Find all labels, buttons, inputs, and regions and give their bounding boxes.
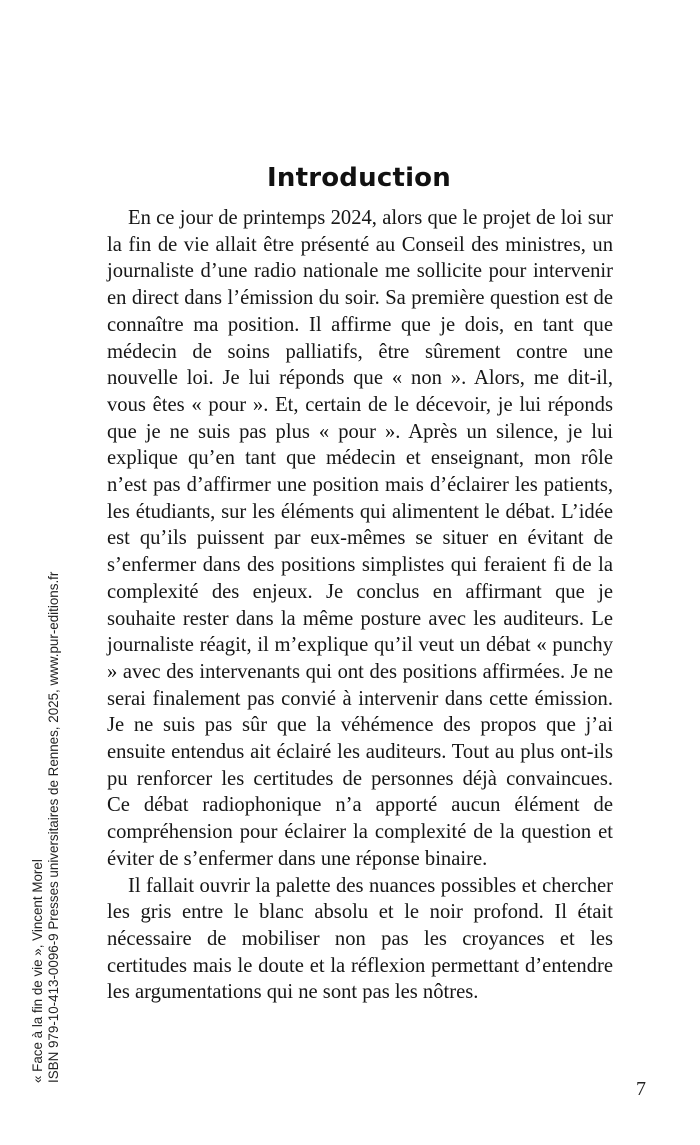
paragraph-2: Il fallait ouvrir la palette des nuances possibles et chercher les gris entre le blanc absolu et le noir profond. Il était nécessaire de mobiliser non pas les croyances et les certitudes mais le doute et la réflexion permettant d’entendre les argumentations qui ne sont pas les nôtres. (107, 874, 613, 1004)
body-text (107, 205, 613, 1006)
sidebar-line-isbn: ISBN 979-10-413-0096-9 Presses universitaires de Rennes, 2025, www.pur-editions.fr (46, 571, 61, 1083)
paragraph-1: En ce jour de printemps 2024, alors que le projet de loi sur la fin de vie allait être présenté au Conseil des ministres, un journaliste d’une radio nationale me sollicite pour intervenir en direct dans l’émission du soir. Sa première question est de connaître ma position. Il affirme que je dois, en tant que médecin de soins palliatifs, être sûrement contre une nouvelle loi. Je lui réponds que « non ». Alors, me dit-il, vous êtes « pour ». Et, certain de le décevoir, je lui réponds que je ne suis pas plus « pour ». Après un silence, je lui explique qu’en tant que médecin et enseignant, mon rôle n’est pas d’affirmer une position mais d’éclairer les patients, les étudiants, sur les éléments qui alimentent le débat. L’idée est qu’ils puissent par eux-mêmes se situer en évitant de s’enfermer dans des positions simplistes qui feraient fi de la complexité des enjeux. Je conclus en affirmant que je souhaite rester dans la même posture avec les auditeurs. Le journaliste réagit, il m’explique qu’il veut un débat « punchy » avec des intervenants qui ont des positions affirmées. Je ne serai finalement pas convié à intervenir dans cette émission. Je ne suis pas sûr que la véhémence des propos que j’ai ensuite entendus ait éclairé les auditeurs. Tout au plus ont-ils pu renforcer les certitudes de personnes déjà convaincues. Ce débat radiophonique n’a apporté aucun élément de compréhension pour éclairer la complexité de la question et éviter de s’enfermer dans une réponse binaire. (107, 207, 613, 870)
chapter-title: Introduction (267, 163, 451, 194)
sidebar-line-title: « Face à la fin de vie », Vincent Morel (30, 859, 45, 1083)
copyright-sidebar (30, 571, 62, 1083)
page-number: 7 (636, 1078, 646, 1100)
